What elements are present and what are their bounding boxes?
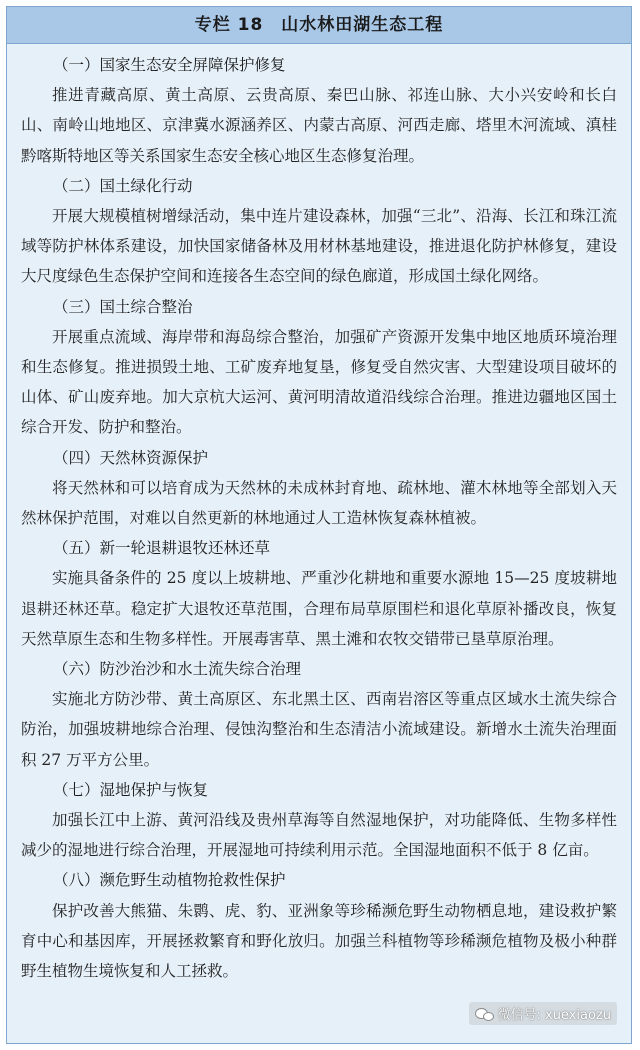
section-2 xyxy=(21,171,617,292)
column-content xyxy=(7,44,631,986)
wechat-icon xyxy=(475,1007,493,1021)
section-body: 将天然林和可以培育成为天然林的未成林封育地、疏林地、灌木林地等全部划入天然林保护范围，对难以自然更新的林地通过人工造林恢复森林植被。 xyxy=(21,478,617,528)
watermark-text: 微信号: xuexiaozu xyxy=(497,1008,611,1023)
section-heading: （四）天然林资源保护 xyxy=(53,448,209,467)
section-7 xyxy=(21,775,617,866)
section-heading: （六）防沙治沙和水土流失综合治理 xyxy=(53,660,302,679)
section-5 xyxy=(21,533,617,654)
column-panel xyxy=(6,6,632,1044)
section-body: 实施北方防沙带、黄土高原区、东北黑土区、西南岩溶区等重点区域水土流失综合防治，加强坡耕地综合治理、侵蚀沟整治和生态清洁小流域建设。新增水土流失治理面积 27 万平方公里。 xyxy=(21,690,617,769)
section-heading: （一）国家生态安全屏障保护修复 xyxy=(53,56,286,74)
section-body: 开展大规模植树增绿活动，集中连片建设森林，加强“三北”、沿海、长江和珠江流域等防护林体系建设，加快国家储备林及用材林基地建设，推进退化防护林修复，建设大尺度绿色生态保护空间和连接各生态空间的绿色廊道，形成国土绿化网络。 xyxy=(21,207,617,286)
section-heading: （七）湿地保护与恢复 xyxy=(53,780,209,799)
section-heading: （二）国土绿化行动 xyxy=(53,176,193,195)
section-1 xyxy=(21,50,617,171)
section-body: 推进青藏高原、黄土高原、云贵高原、秦巴山脉、祁连山脉、大小兴安岭和长白山、南岭山地地区、京津冀水源涵养区、内蒙古高原、河西走廊、塔里木河流域、滇桂黔喀斯特地区等关系国家生态安全核心地区生态修复治理。 xyxy=(21,86,617,165)
section-heading: （三）国土综合整治 xyxy=(53,297,193,316)
section-4 xyxy=(21,443,617,534)
section-body: 加强长江中上游、黄河沿线及贵州草海等自然湿地保护，对功能降低、生物多样性减少的湿地进行综合治理，开展湿地可持续利用示范。全国湿地面积不低于 8 亿亩。 xyxy=(21,811,617,860)
section-heading: （八）濒危野生动植物抢救性保护 xyxy=(53,871,286,890)
section-8 xyxy=(21,865,617,986)
section-body: 实施具备条件的 25 度以上坡耕地、严重沙化耕地和重要水源地 15—25 度坡耕地退耕还林还草。稳定扩大退牧还草范围，合理布局草原围栏和退化草原补播改良，恢复天然草原生态和生物多样性。开展毒害草、黑土滩和农牧交错带已垦草原治理。 xyxy=(21,569,617,648)
section-3 xyxy=(21,292,617,443)
section-body: 保护改善大熊猫、朱鹮、虎、豹、亚洲象等珍稀濒危野生动物栖息地，建设救护繁育中心和基因库，开展拯救繁育和野化放归。加强兰科植物等珍稀濒危植物及极小种群野生植物生境恢复和人工拯救。 xyxy=(21,901,617,981)
section-6 xyxy=(21,654,617,775)
column-title: 专栏 18 山水林田湖生态工程 xyxy=(7,7,631,44)
section-body: 开展重点流域、海岸带和海岛综合整治，加强矿产资源开发集中地区地质环境治理和生态修复。推进损毁土地、工矿废弃地复垦，修复受自然灾害、大型建设项目破坏的山体、矿山废弃地。加大京杭大运河、黄河明清故道沿线综合治理。推进边疆地区国土综合开发、防护和整治。 xyxy=(21,327,617,437)
wechat-watermark xyxy=(469,1002,617,1025)
section-heading: （五）新一轮退耕退牧还林还草 xyxy=(53,539,271,558)
